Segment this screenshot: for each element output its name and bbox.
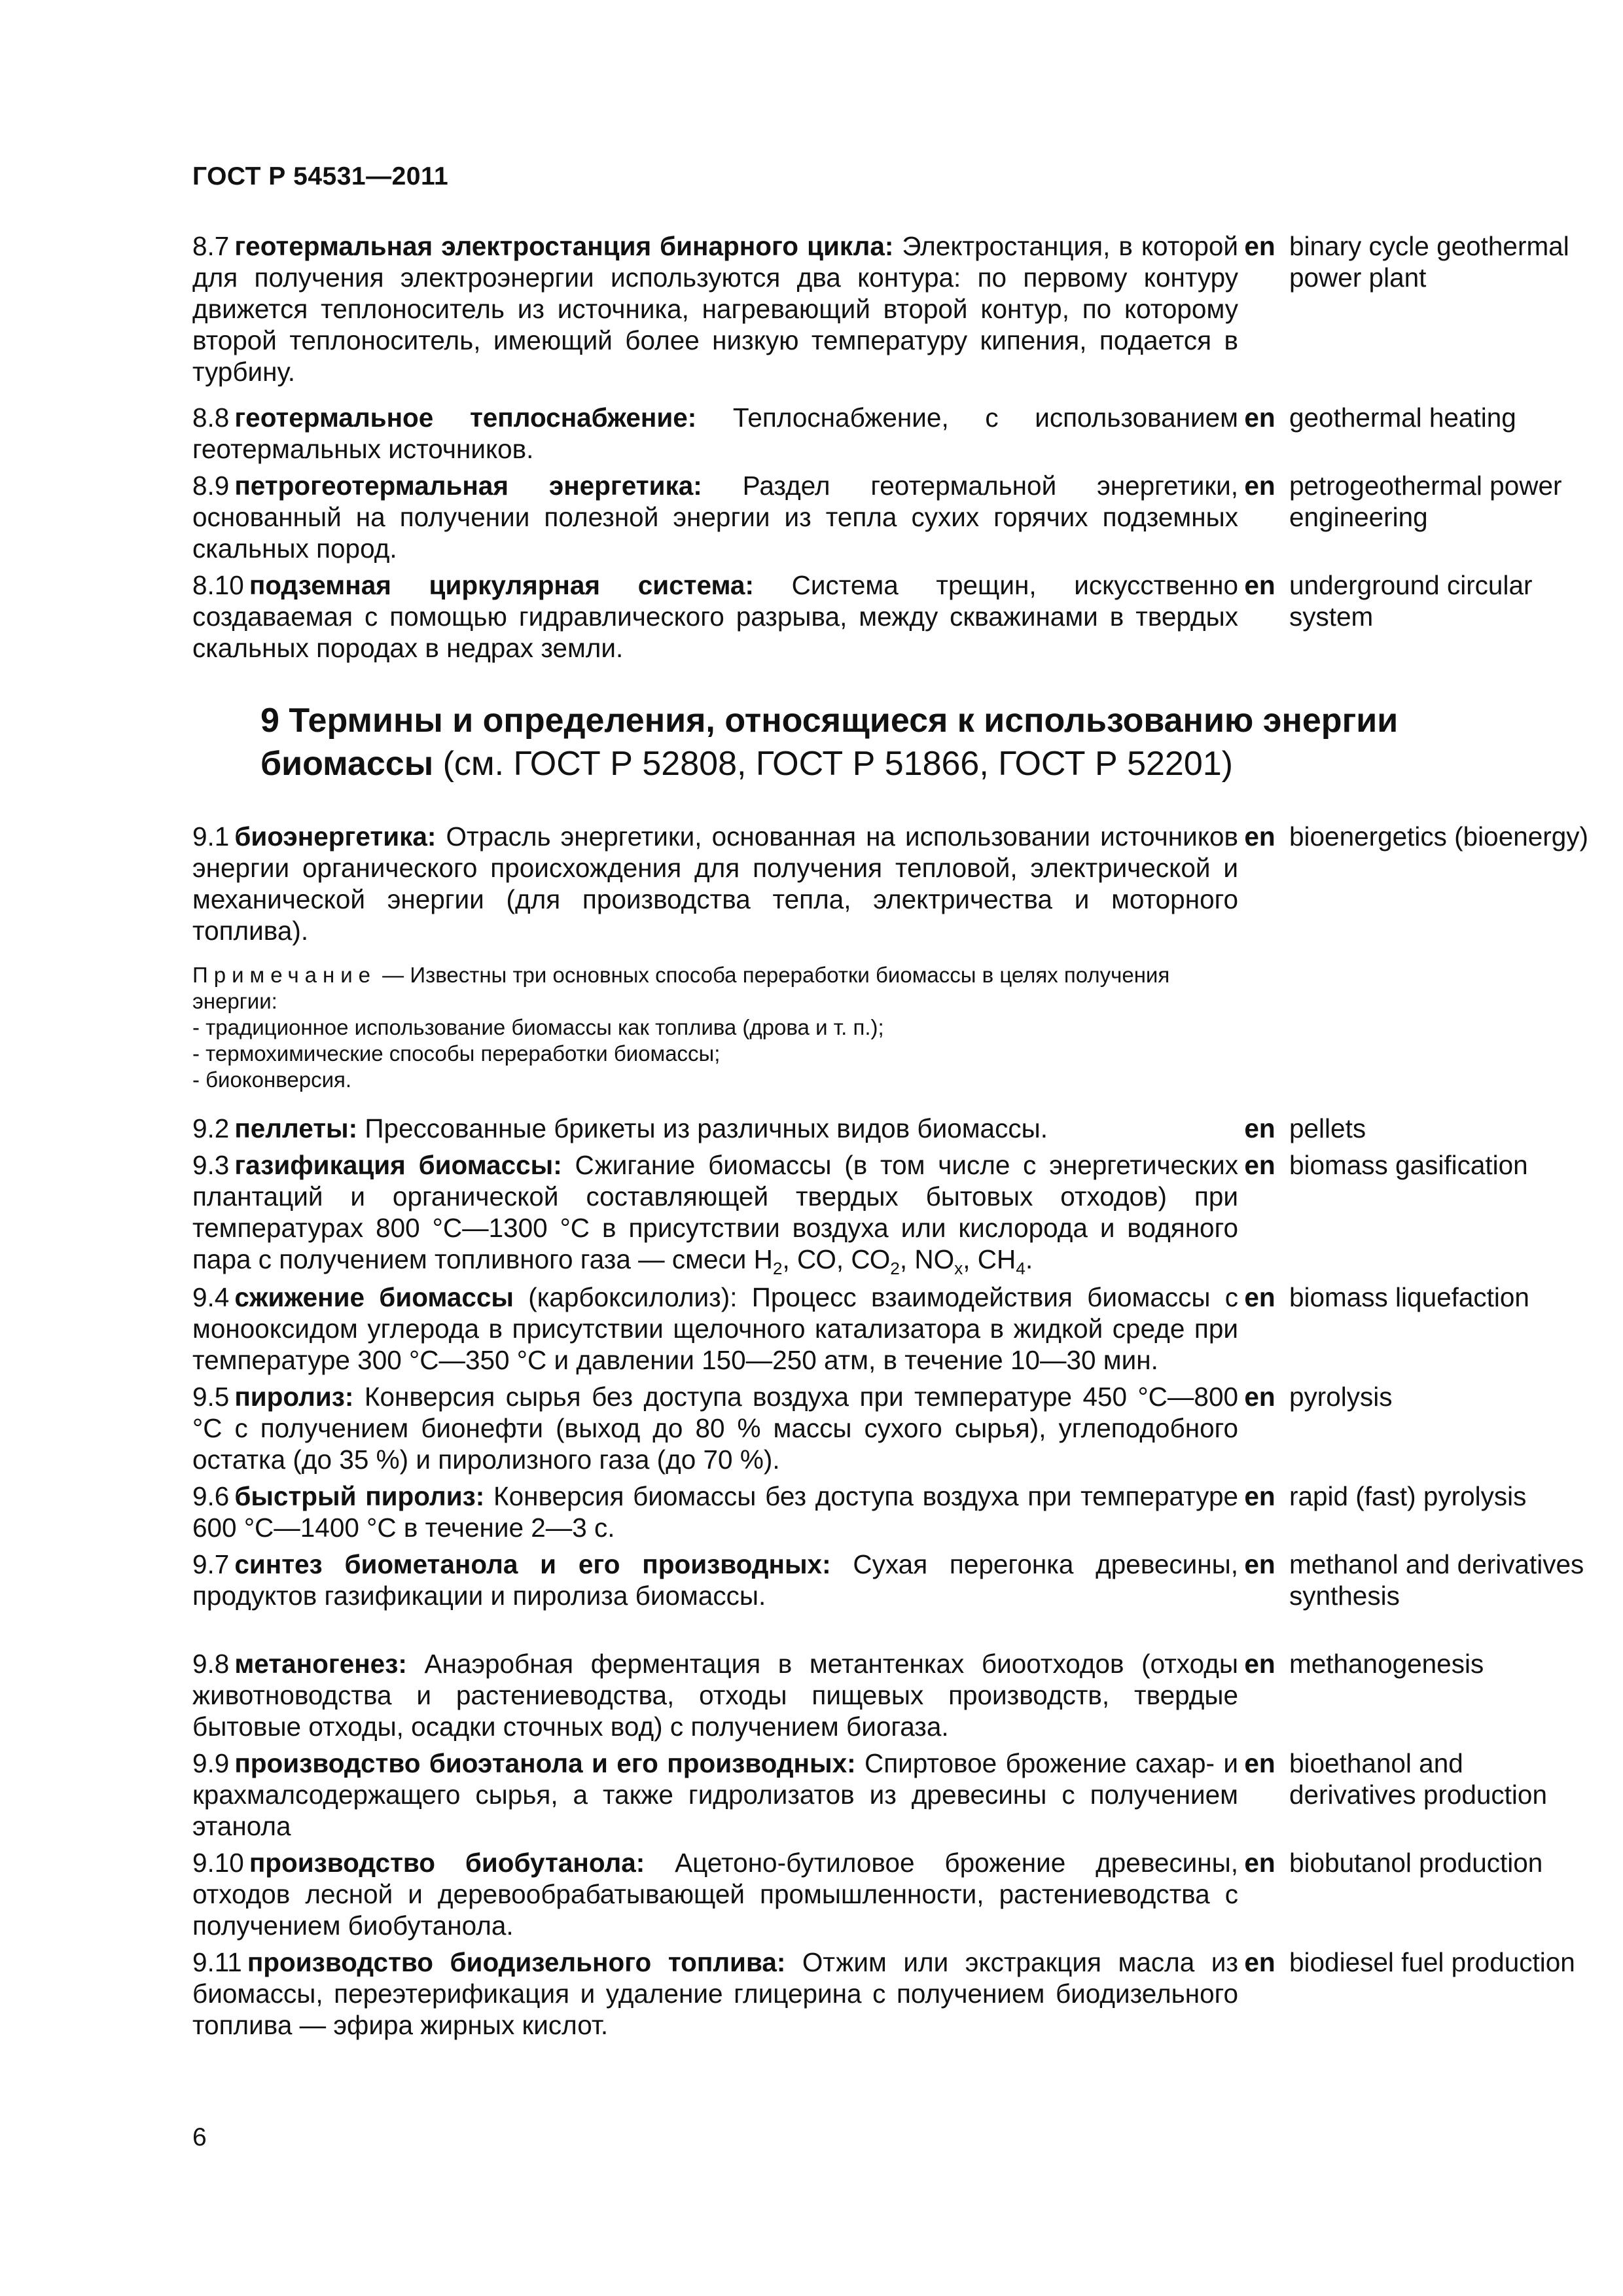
term-number: 9.1 — [192, 821, 230, 852]
definition-text: Конверсия сырья без доступа воздуха при температуре 450 °С—800 °С с получением бионефти (выход до 80 % массы сухого сырья), углеподобного остатка (до 35 %) и пиролизного газа (до 70 %). — [192, 1382, 1238, 1475]
definition-text: Сухая перегонка древесины, продуктов газификации и пиролиза биомассы. — [192, 1549, 1239, 1611]
term-definition — [192, 1149, 1238, 1279]
term-definition — [192, 402, 1238, 465]
term-definition — [192, 1549, 1238, 1611]
term-name: метаногенез: — [234, 1649, 407, 1679]
term-definition — [192, 1381, 1238, 1475]
english-term: biomass liquefaction — [1289, 1282, 1529, 1312]
definition-text: Ацетоно-бутиловое брожение древесины, отходов лесной и деревообрабатывающей промышленности, растениеводства с получением биобутанола. — [192, 1848, 1238, 1941]
english-term: geothermal heating — [1289, 403, 1516, 433]
lang-code: en — [1244, 570, 1275, 600]
term-definition — [192, 1113, 1238, 1144]
term-number: 9.4 — [192, 1282, 230, 1312]
term-number: 9.11 — [192, 1947, 242, 1977]
term-entry-8-9 — [192, 470, 1597, 564]
term-definition — [192, 1648, 1238, 1742]
lang-code: en — [1244, 1150, 1275, 1180]
definition-text: Отрасль энергетики, основанная на использовании источников энергии органического происхождения для получения тепловой, электрической и механической энергии (для производства тепла, электричества и моторного топлива). — [192, 821, 1238, 946]
term-definition — [192, 1946, 1238, 2041]
lang-code: en — [1244, 1848, 1275, 1878]
term-definition — [192, 1480, 1238, 1543]
lang-code: en — [1244, 1382, 1275, 1412]
term-name: петрогеотермальная энергетика: — [234, 471, 702, 501]
term-number: 9.7 — [192, 1549, 230, 1579]
term-name: синтез биометанола и его производных: — [234, 1549, 831, 1579]
section-title-text: 9 Термины и определения, относящиеся к использованию энергии биомассы — [260, 702, 1399, 783]
formula-part: , СН — [963, 1244, 1016, 1274]
lang-code: en — [1244, 471, 1275, 501]
lang-code: en — [1244, 1748, 1275, 1778]
formula-part: , СО, СО — [782, 1244, 891, 1274]
definition-text: Система трещин, искусственно создаваемая с помощью гидравлического разрыва, между скважинами в твердых скальных породах в недрах земли. — [192, 570, 1238, 663]
english-term: biodiesel fuel production — [1289, 1947, 1575, 1977]
term-entry-9-5 — [192, 1381, 1597, 1475]
note-label: Примечание — [192, 963, 377, 987]
term-name: быстрый пиролиз: — [234, 1481, 485, 1511]
term-number: 9.10 — [192, 1848, 244, 1878]
lang-code: en — [1244, 1549, 1275, 1579]
subscript: x — [954, 1259, 963, 1279]
definition-text: Теплоснабжение, с использованием геотермальных источников. — [192, 403, 1238, 464]
definition-text: Спиртовое брожение сахар- и крахмалсодержащего сырья, а также гидролизатов из древесины с получением этанола — [192, 1748, 1238, 1841]
term-name: геотермальное теплоснабжение: — [234, 403, 697, 433]
term-number: 9.5 — [192, 1382, 230, 1412]
lang-code: en — [1244, 1649, 1275, 1679]
term-name: сжижение биомассы — [234, 1282, 514, 1312]
term-name: биоэнергетика: — [234, 821, 437, 852]
term-entry-9-3 — [192, 1149, 1597, 1279]
term-entry-8-8 — [192, 402, 1597, 465]
term-name: пеллеты: — [234, 1113, 358, 1143]
english-term: bioethanol and derivatives production — [1289, 1748, 1547, 1810]
lang-code: en — [1244, 821, 1275, 852]
note-list-item: - традиционное использование биомассы как топлива (дрова и т. п.); — [192, 1015, 884, 1039]
term-name: газификация биомассы: — [234, 1150, 562, 1180]
term-definition — [192, 821, 1238, 946]
definition-text: Раздел геотермальной энергетики, основанный на получении полезной энергии из тепла сухих горячих подземных скальных пород. — [192, 471, 1238, 564]
note-text: — Известны три основных способа переработки биомассы в целях получения энергии: — [192, 963, 1170, 1013]
term-definition — [192, 1282, 1238, 1376]
term-number: 9.3 — [192, 1150, 230, 1180]
term-definition — [192, 1847, 1238, 1941]
term-entry-9-8 — [192, 1648, 1597, 1742]
subscript: 2 — [772, 1259, 783, 1279]
term-entry-9-11 — [192, 1946, 1597, 2041]
definition-text: Электростанция, в которой для получения электроэнергии используются два контура: по первому контуру движется теплоноситель из источника, нагревающий второй контур, по которому второй теплоноситель, имеющий более низкую температуру кипения, подается в турбину. — [192, 231, 1238, 387]
page-number: 6 — [192, 2123, 207, 2151]
note-lead — [192, 962, 1238, 1014]
definition-text: Анаэробная ферментация в метантенках биоотходов (отходы животноводства и растениеводства, отходы пищевых производств, твердые бытовые отходы, осадки сточных вод) с получением биогаза. — [192, 1649, 1238, 1742]
term-entry-9-10 — [192, 1847, 1597, 1941]
section-reference: (см. ГОСТ Р 52808, ГОСТ Р 51866, ГОСТ Р 52201) — [433, 745, 1233, 783]
english-term: methanol and derivatives synthesis — [1289, 1549, 1584, 1611]
term-number: 8.10 — [192, 570, 244, 600]
english-term: rapid (fast) pyrolysis — [1289, 1481, 1527, 1511]
term-definition — [192, 569, 1238, 664]
english-term: biobutanol production — [1289, 1848, 1543, 1878]
term-number: 8.8 — [192, 403, 230, 433]
term-entry-9-1 — [192, 821, 1597, 946]
term-entry-8-7 — [192, 230, 1597, 387]
english-term: pyrolysis — [1289, 1382, 1393, 1412]
english-term: petrogeothermal power engineering — [1289, 471, 1562, 532]
definition-text: Сжигание биомассы (в том числе с энергетических плантаций и органической составляющей твердых бытовых отходов) при температурах 800 °С—1300 °С в присутствии воздуха или кислорода и водяного пара с получением топливного газа — смеси Н — [192, 1150, 1238, 1274]
lang-code: en — [1244, 1947, 1275, 1977]
term-definition — [192, 1748, 1238, 1842]
term-definition — [192, 470, 1238, 564]
term-entry-9-4 — [192, 1282, 1597, 1376]
term-name: производство биодизельного топлива: — [247, 1947, 786, 1977]
definition-text: Конверсия биомассы без доступа воздуха при температуре 600 °С—1400 °С в течение 2—3 с. — [192, 1481, 1238, 1543]
lang-code: en — [1244, 403, 1275, 433]
lang-code: en — [1244, 1481, 1275, 1511]
section-heading — [260, 699, 1504, 785]
term-name: пиролиз: — [234, 1382, 354, 1412]
term-name: производство биоэтанола и его производных: — [234, 1748, 856, 1778]
lang-code: en — [1244, 1282, 1275, 1312]
english-term: pellets — [1289, 1113, 1366, 1143]
term-name: подземная циркулярная система: — [249, 570, 754, 600]
subscript: 4 — [1016, 1259, 1026, 1279]
term-number: 8.7 — [192, 231, 230, 261]
note-list-item: - термохимические способы переработки биомассы; — [192, 1041, 721, 1066]
term-number: 9.9 — [192, 1748, 230, 1778]
definition-text: Прессованные брикеты из различных видов биомассы. — [357, 1113, 1048, 1143]
term-number: 9.2 — [192, 1113, 230, 1143]
lang-code: en — [1244, 231, 1275, 261]
term-entry-9-9 — [192, 1748, 1597, 1842]
formula-part: , NO — [899, 1244, 955, 1274]
formula-part: . — [1025, 1244, 1033, 1274]
note-block — [192, 962, 1238, 1093]
term-entry-9-7 — [192, 1549, 1597, 1611]
term-name: геотермальная электростанция бинарного цикла: — [234, 231, 894, 261]
term-entry-9-2 — [192, 1113, 1597, 1144]
english-term: biomass gasification — [1289, 1150, 1528, 1180]
term-number: 9.8 — [192, 1649, 230, 1679]
term-name: производство биобутанола: — [249, 1848, 645, 1878]
english-term: methanogenesis — [1289, 1649, 1484, 1679]
document-header: ГОСТ Р 54531—2011 — [192, 162, 449, 190]
definition-text: (карбоксилолиз): Процесс взаимодействия биомассы с монооксидом углерода в присутствии щелочного катализатора в жидкой среде при температуре 300 °С—350 °С и давлении 150—250 атм, в течение 10—30 мин. — [192, 1282, 1238, 1375]
subscript: 2 — [890, 1259, 900, 1279]
definition-text: Отжим или экстракция масла из биомассы, переэтерификация и удаление глицерина с получением биодизельного топлива — эфира жирных кислот. — [192, 1947, 1238, 2040]
english-term: underground circular system — [1289, 570, 1533, 632]
term-definition — [192, 230, 1238, 387]
term-entry-9-6 — [192, 1480, 1597, 1543]
english-term: binary cycle geothermal power plant — [1289, 231, 1569, 293]
term-number: 9.6 — [192, 1481, 230, 1511]
term-entry-8-10 — [192, 569, 1597, 664]
term-number: 8.9 — [192, 471, 230, 501]
note-list-item: - биоконверсия. — [192, 1067, 352, 1092]
english-term: bioenergetics (bioenergy) — [1289, 821, 1589, 852]
lang-code: en — [1244, 1113, 1275, 1143]
